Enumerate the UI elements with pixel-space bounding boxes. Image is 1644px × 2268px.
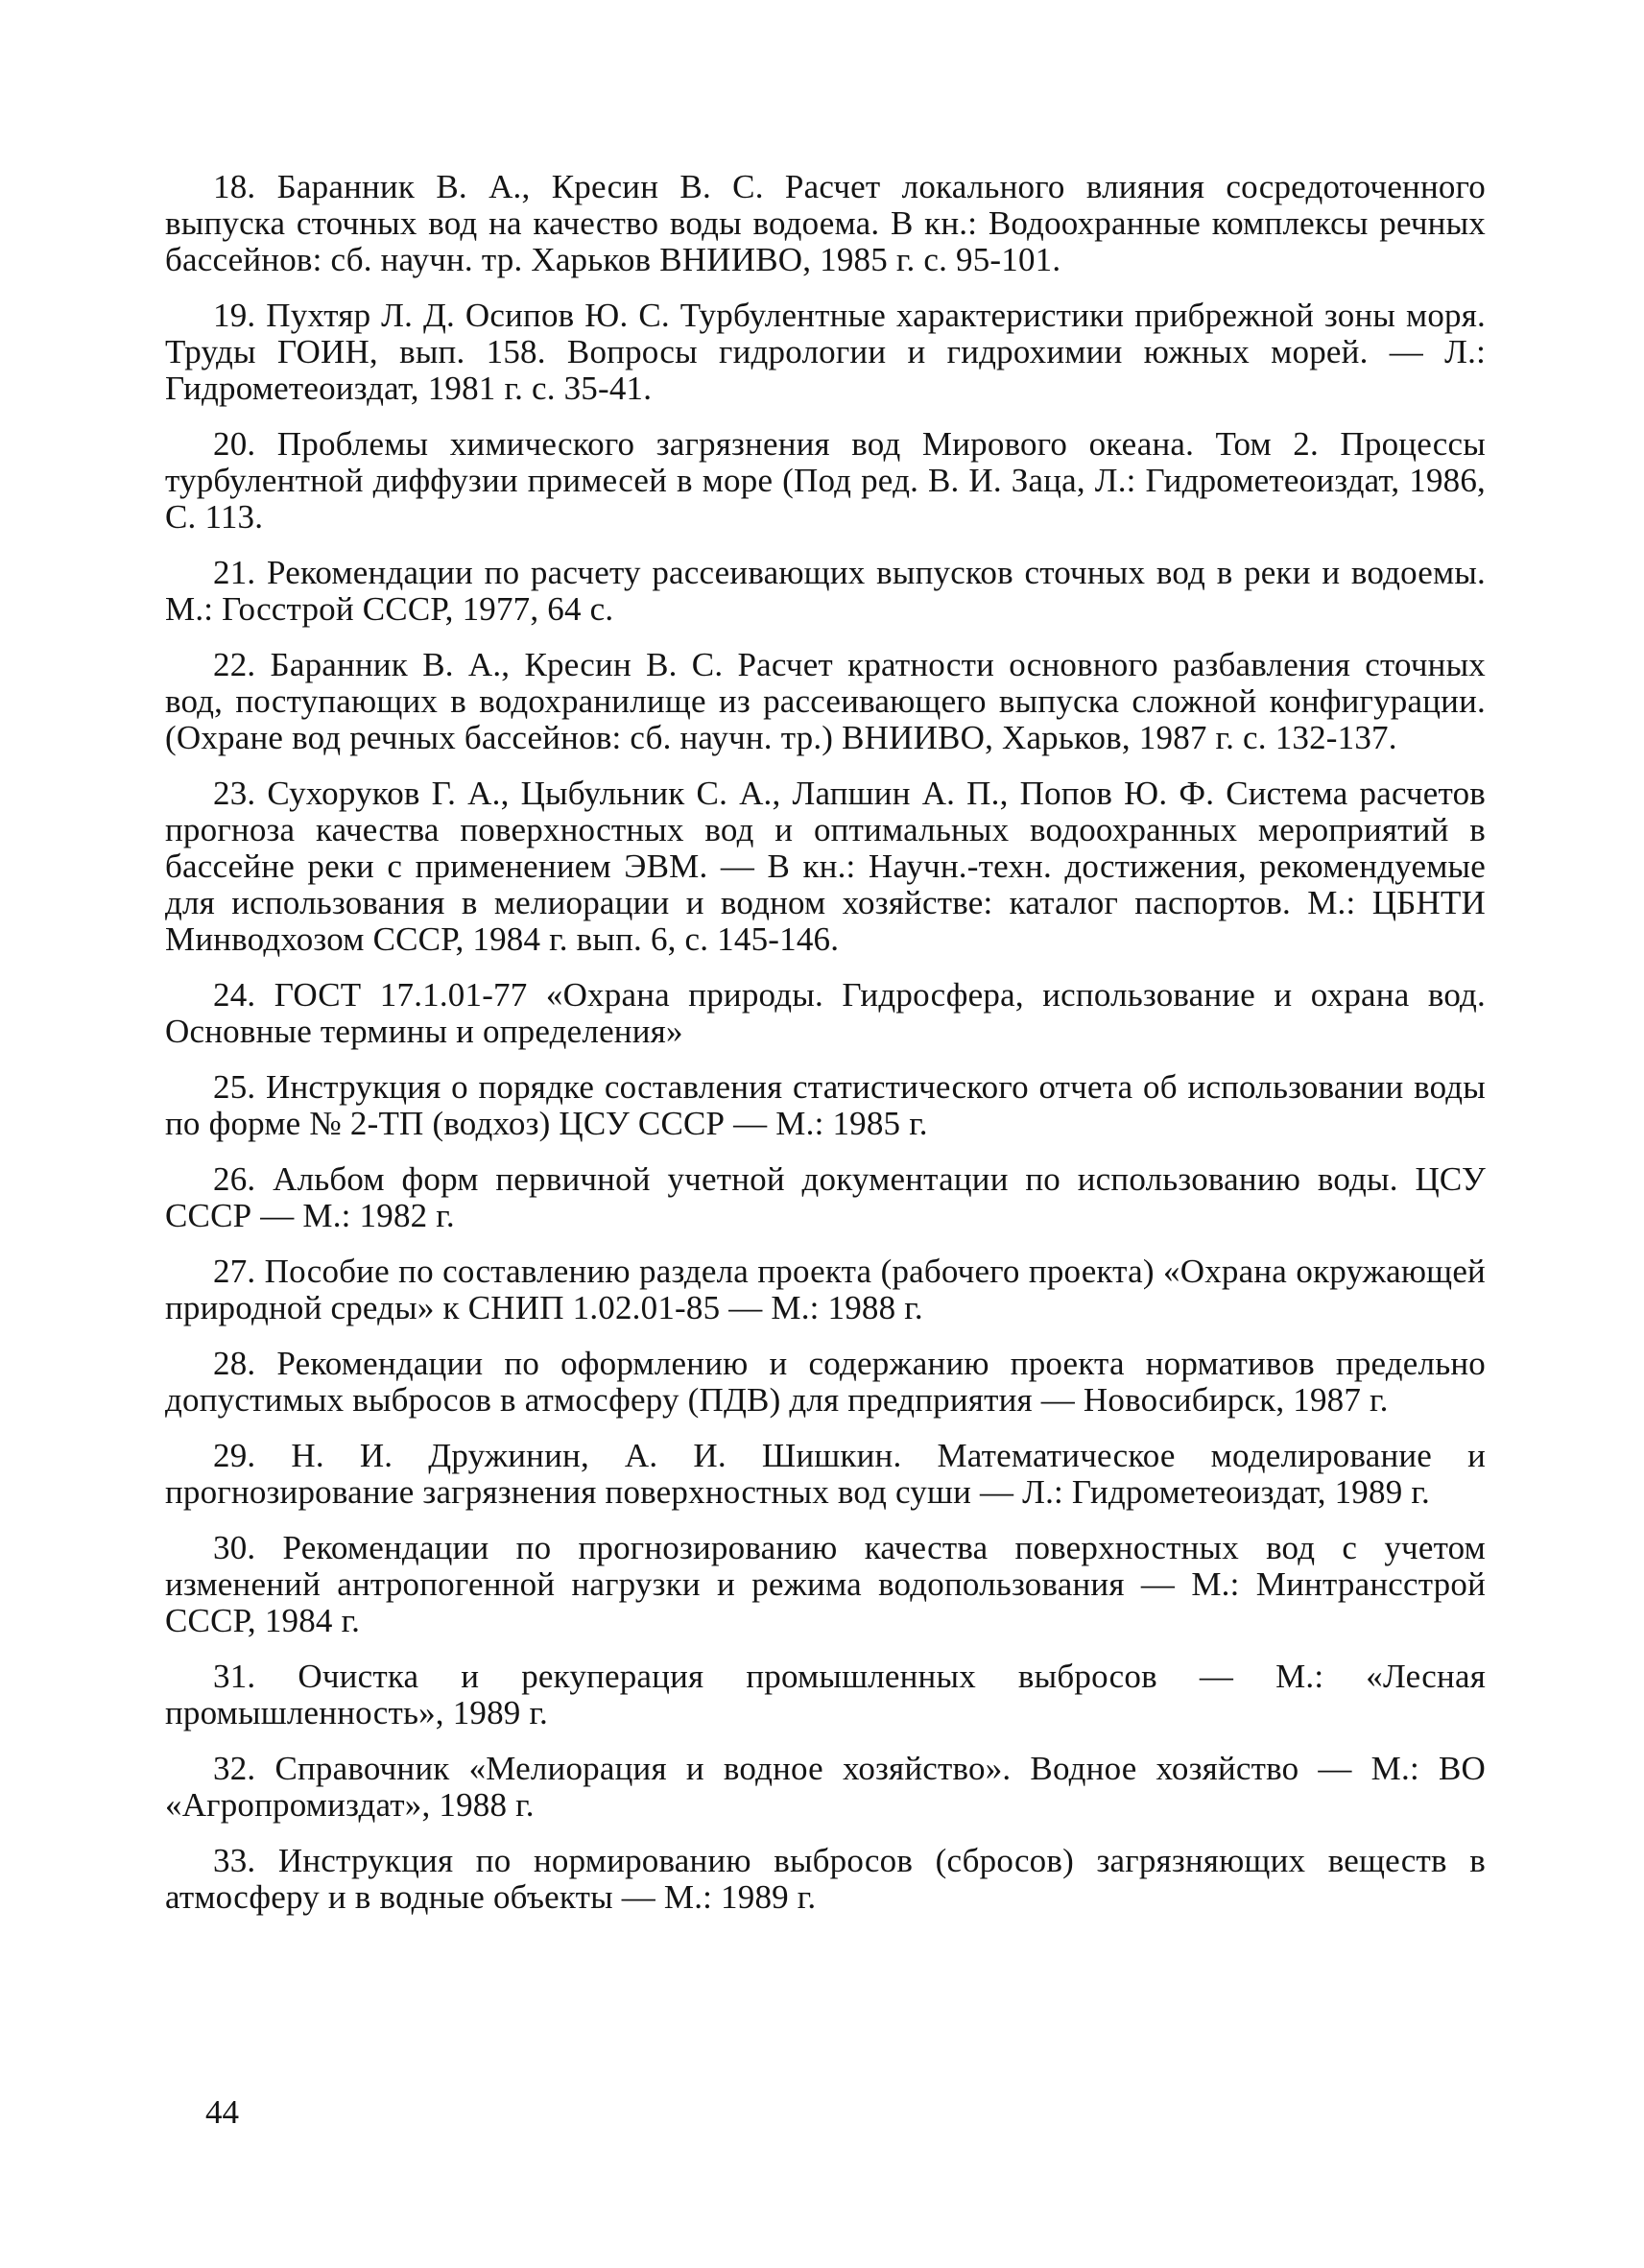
reference-item-26: 26. Альбом форм первичной учетной документации по использованию воды. ЦСУ СССР — М.: 1982 г. (165, 1160, 1486, 1234)
reference-item-31: 31. Очистка и рекуперация промышленных выбросов — М.: «Лесная промышленность», 1989 г. (165, 1658, 1486, 1731)
reference-item-24: 24. ГОСТ 17.1.01-77 «Охрана природы. Гидросфера, использование и охрана вод. Основные термины и определения» (165, 976, 1486, 1050)
page-number: 44 (205, 2093, 239, 2131)
reference-item-23: 23. Сухоруков Г. А., Цыбульник С. А., Лапшин А. П., Попов Ю. Ф. Система расчетов прогноза качества поверхностных вод и оптимальных водоохранных мероприятий в бассейне реки с применением ЭВМ. — В кн.: Научн.-техн. достижения, рекомендуемые для использования в мелиорации и водном хозяйстве: каталог паспортов. М.: ЦБНТИ Минводхозом СССР, 1984 г. вып. 6, с. 145-146. (165, 775, 1486, 958)
reference-item-21: 21. Рекомендации по расчету рассеивающих выпусков сточных вод в реки и водоемы. М.: Госстрой СССР, 1977, 64 с. (165, 554, 1486, 628)
reference-item-27: 27. Пособие по составлению раздела проекта (рабочего проекта) «Охрана окружающей природной среды» к СНИП 1.02.01-85 — М.: 1988 г. (165, 1253, 1486, 1326)
reference-item-22: 22. Баранник В. А., Кресин В. С. Расчет кратности основного разбавления сточных вод, поступающих в водохранилище из рассеивающего выпуска сложной конфигурации. (Охране вод речных бассейнов: сб. научн. тр.) ВНИИВО, Харьков, 1987 г. с. 132-137. (165, 646, 1486, 756)
reference-item-30: 30. Рекомендации по прогнозированию качества поверхностных вод с учетом изменений антропогенной нагрузки и режима водопользования — М.: Минтрансстрой СССР, 1984 г. (165, 1529, 1486, 1639)
reference-item-19: 19. Пухтяр Л. Д. Осипов Ю. С. Турбулентные характеристики прибрежной зоны моря. Труды ГОИН, вып. 158. Вопросы гидрологии и гидрохимии южных морей. — Л.: Гидрометеоиздат, 1981 г. с. 35-41. (165, 297, 1486, 407)
reference-item-28: 28. Рекомендации по оформлению и содержанию проекта нормативов предельно допустимых выбросов в атмосферу (ПДВ) для предприятия — Новосибирск, 1987 г. (165, 1345, 1486, 1419)
reference-item-29: 29. Н. И. Дружинин, А. И. Шишкин. Математическое моделирование и прогнозирование загрязнения поверхностных вод суши — Л.: Гидрометеоиздат, 1989 г. (165, 1437, 1486, 1511)
reference-list (165, 169, 1486, 1935)
reference-item-20: 20. Проблемы химического загрязнения вод Мирового океана. Том 2. Процессы турбулентной диффузии примесей в море (Под ред. В. И. Заца, Л.: Гидрометеоиздат, 1986, С. 113. (165, 425, 1486, 536)
reference-item-18: 18. Баранник В. А., Кресин В. С. Расчет локального влияния сосредоточенного выпуска сточных вод на качество воды водоема. В кн.: Водоохранные комплексы речных бассейнов: сб. научн. тр. Харьков ВНИИВО, 1985 г. с. 95-101. (165, 168, 1486, 278)
reference-item-32: 32. Справочник «Мелиорация и водное хозяйство». Водное хозяйство — М.: ВО «Агропромиздат», 1988 г. (165, 1750, 1486, 1824)
reference-item-33: 33. Инструкция по нормированию выбросов (сбросов) загрязняющих веществ в атмосферу и в водные объекты — М.: 1989 г. (165, 1842, 1486, 1916)
reference-item-25: 25. Инструкция о порядке составления статистического отчета об использовании воды по форме № 2-ТП (водхоз) ЦСУ СССР — М.: 1985 г. (165, 1068, 1486, 1142)
